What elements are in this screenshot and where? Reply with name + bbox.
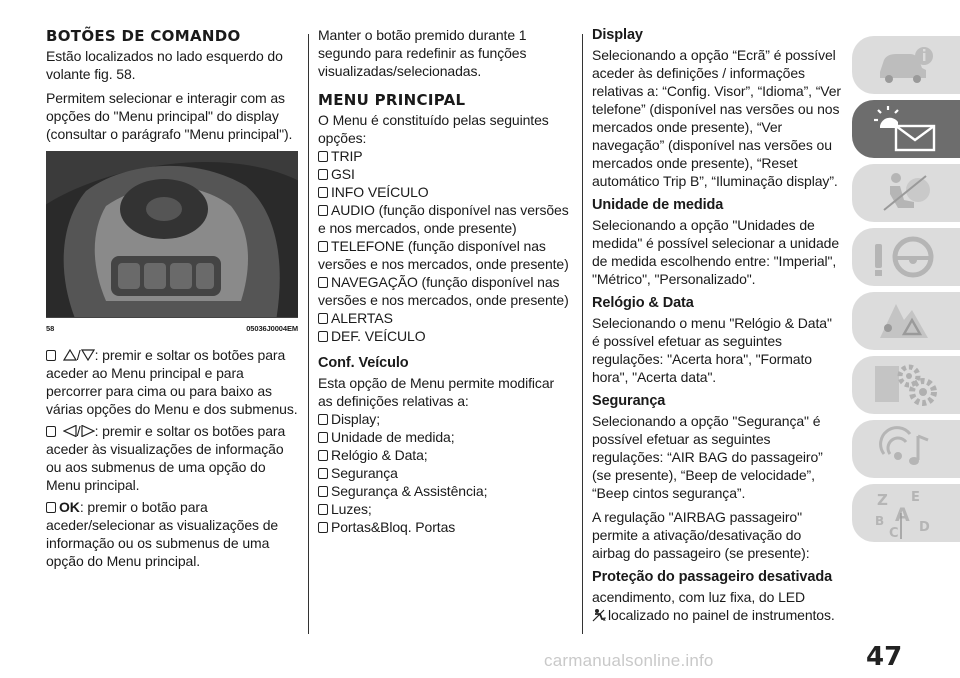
tab-multimedia[interactable] [852,420,960,478]
list-item-text: : premir o botão para aceder/selecionar as visualizações de informação ou os submenus de uma opção do Menu principal. [46,499,279,569]
airbag-seat-icon [874,170,938,216]
list-item [318,273,570,309]
list-item [318,410,570,428]
list-item [318,201,570,237]
paragraph: Manter o botão premido durante 1 segundo para redefinir as funções visualizadas/selecionadas. [318,27,527,79]
checkbox-bullet-icon [318,486,328,497]
checkbox-bullet-icon [318,450,328,461]
multimedia-icon [874,426,938,472]
column-right [592,26,842,624]
separator: / [76,347,81,363]
triangle-right-icon [81,425,95,437]
figure-caption [46,317,298,338]
subsection-heading: Segurança [592,393,666,409]
checkbox-bullet-icon [318,504,328,515]
paragraph: Esta opção de Menu permite modificar as definições relativas a: [318,375,555,409]
list-item-text: TRIP [331,148,363,164]
checkbox-bullet-icon [318,313,328,324]
conf-list [318,410,570,536]
paragraph [592,588,842,624]
steering-wheel-icon [871,234,941,280]
paragraph: Estão localizados no lado esquerdo do volante fig. 58. [46,48,283,82]
list-item [318,309,570,327]
triangle-down-icon [81,349,95,361]
svg-text:Z: Z [877,491,888,509]
checkbox-bullet-icon [318,468,328,479]
section-heading: BOTÕES DE COMANDO [46,27,241,45]
list-item [318,518,570,536]
list-item-text: Segurança [331,465,398,481]
column-middle [318,26,570,536]
tab-car-info[interactable] [852,36,960,94]
list-item [46,498,298,570]
chapter-tabs [852,36,960,548]
figure-code: 05036J0004EM [246,324,298,333]
page-number: 47 [866,642,903,672]
tab-safety[interactable] [852,164,960,222]
checkbox-bullet-icon [318,205,328,216]
list-item [318,482,570,500]
svg-text:B: B [875,514,885,528]
checkbox-bullet-icon [46,426,56,437]
checkbox-bullet-icon [318,277,328,288]
triangle-up-icon [63,349,77,361]
checkbox-bullet-icon [318,331,328,342]
list-item-text: Relógio & Data; [331,447,428,463]
tab-index[interactable] [852,484,960,542]
paragraph: A regulação "AIRBAG passageiro" permite a ativação/desativação do airbag do passageiro (se presente): [592,509,810,561]
list-item-text: GSI [331,166,355,182]
list-item [318,446,570,464]
list-item-text: NAVEGAÇÃO (função disponível nas versões e nos mercados, onde presente) [318,274,569,308]
paragraph-text: localizado no painel de instrumentos. [608,607,835,623]
list-item-text: INFO VEÍCULO [331,184,429,200]
paragraph: Selecionando a opção “Ecrã” é possível aceder às definições / informações relativas a: “Config. Visor”, “Idioma”, “Ver telefone” (disponível nas versões ou nos mercados onde presente), “Ver navegação” (disponível nas versões ou mercados onde presente), “Reset automático Trip B”, “Iluminação display”. [592,47,841,189]
list-item [46,422,298,494]
checkbox-bullet-icon [318,432,328,443]
subsection-heading: Proteção do passageiro desativada [592,569,833,585]
list-item [318,500,570,518]
list-item [318,147,570,165]
checkbox-bullet-icon [46,350,56,361]
paragraph: Selecionando a opção "Unidades de medida" é possível selecionar a unidade de medida escolhendo entre: "Imperial", "Métrico", "Personalizado". [592,217,840,287]
checkbox-bullet-icon [318,241,328,252]
paragraph: Selecionando o menu "Relógio & Data" é possível efetuar as seguintes regulações: "Acerta hora", "Formato hora", "Acerta data". [592,315,832,385]
subsection-heading: Conf. Veículo [318,355,409,371]
car-info-icon [874,44,938,86]
column-left [46,26,298,570]
menu-list [318,147,570,345]
tab-warning-lights[interactable] [852,100,960,158]
steering-wheel-figure [46,151,298,317]
checkbox-bullet-icon [318,187,328,198]
list-item-text: : premir e soltar os botões para aceder às visualizações de informação ou aos submenus de uma opção do Menu principal. [46,423,286,493]
service-gears-icon [871,360,941,410]
svg-text:2: 2 [603,617,607,622]
svg-text:A: A [895,504,910,526]
list-item [318,165,570,183]
list-item-text: DEF. VEÍCULO [331,328,426,344]
tab-driving[interactable] [852,228,960,286]
subsection-heading: Display [592,27,643,43]
warning-light-icon [874,106,938,152]
checkbox-bullet-icon [318,522,328,533]
list-item-text: TELEFONE (função disponível nas versões e nos mercados, onde presente) [318,238,569,272]
checkbox-bullet-icon [318,151,328,162]
ok-label: OK [59,499,80,515]
list-item [318,237,570,273]
list-item [318,464,570,482]
list-item-text: Luzes; [331,501,372,517]
list-item [318,183,570,201]
paragraph-text: acendimento, com luz fixa, do LED [592,589,806,605]
watermark: carmanualsonline.info [544,651,714,670]
list-item-text: : premir e soltar os botões para aceder ao Menu principal e para percorrer para cima ou para baixo as várias opções do Menu e dos submenus. [46,347,298,417]
tab-emergency[interactable] [852,292,960,350]
list-item-text: Display; [331,411,380,427]
paragraph: Permitem selecionar e interagir com as opções do "Menu principal" do display (consultar o parágrafo "Menu principal"). [46,90,293,142]
index-letters-icon [871,487,941,539]
roadside-emergency-icon [874,298,938,344]
figure-number: 58 [46,324,55,333]
list-item-text: ALERTAS [331,310,393,326]
list-item-text: Unidade de medida; [331,429,455,445]
checkbox-bullet-icon [318,169,328,180]
triangle-left-icon [63,425,77,437]
list-item [46,346,298,418]
svg-text:D: D [919,520,930,535]
section-heading: MENU PRINCIPAL [318,91,466,109]
list-item-text: Segurança & Assistência; [331,483,488,499]
svg-text:E: E [911,490,920,505]
paragraph: O Menu é constituído pelas seguintes opções: [318,112,549,146]
column-divider [308,34,309,634]
paragraph: Selecionando a opção "Segurança" é possível efetuar as seguintes regulações: “AIR BAG do passageiro” (se presente), “Beep de velocidade”, “Beep cintos segurança”. [592,413,823,501]
airbag-off-icon [592,608,608,622]
svg-text:C: C [889,526,899,539]
checkbox-bullet-icon [46,502,56,513]
list-item-text: Portas&Bloq. Portas [331,519,456,535]
list-item [318,428,570,446]
subsection-heading: Relógio & Data [592,295,694,311]
tab-maintenance[interactable] [852,356,960,414]
subsection-heading: Unidade de medida [592,197,724,213]
checkbox-bullet-icon [318,414,328,425]
separator: / [76,423,81,439]
list-item-text: AUDIO (função disponível nas versões e nos mercados, onde presente) [318,202,569,236]
list-item [318,327,570,345]
column-divider [582,34,583,634]
